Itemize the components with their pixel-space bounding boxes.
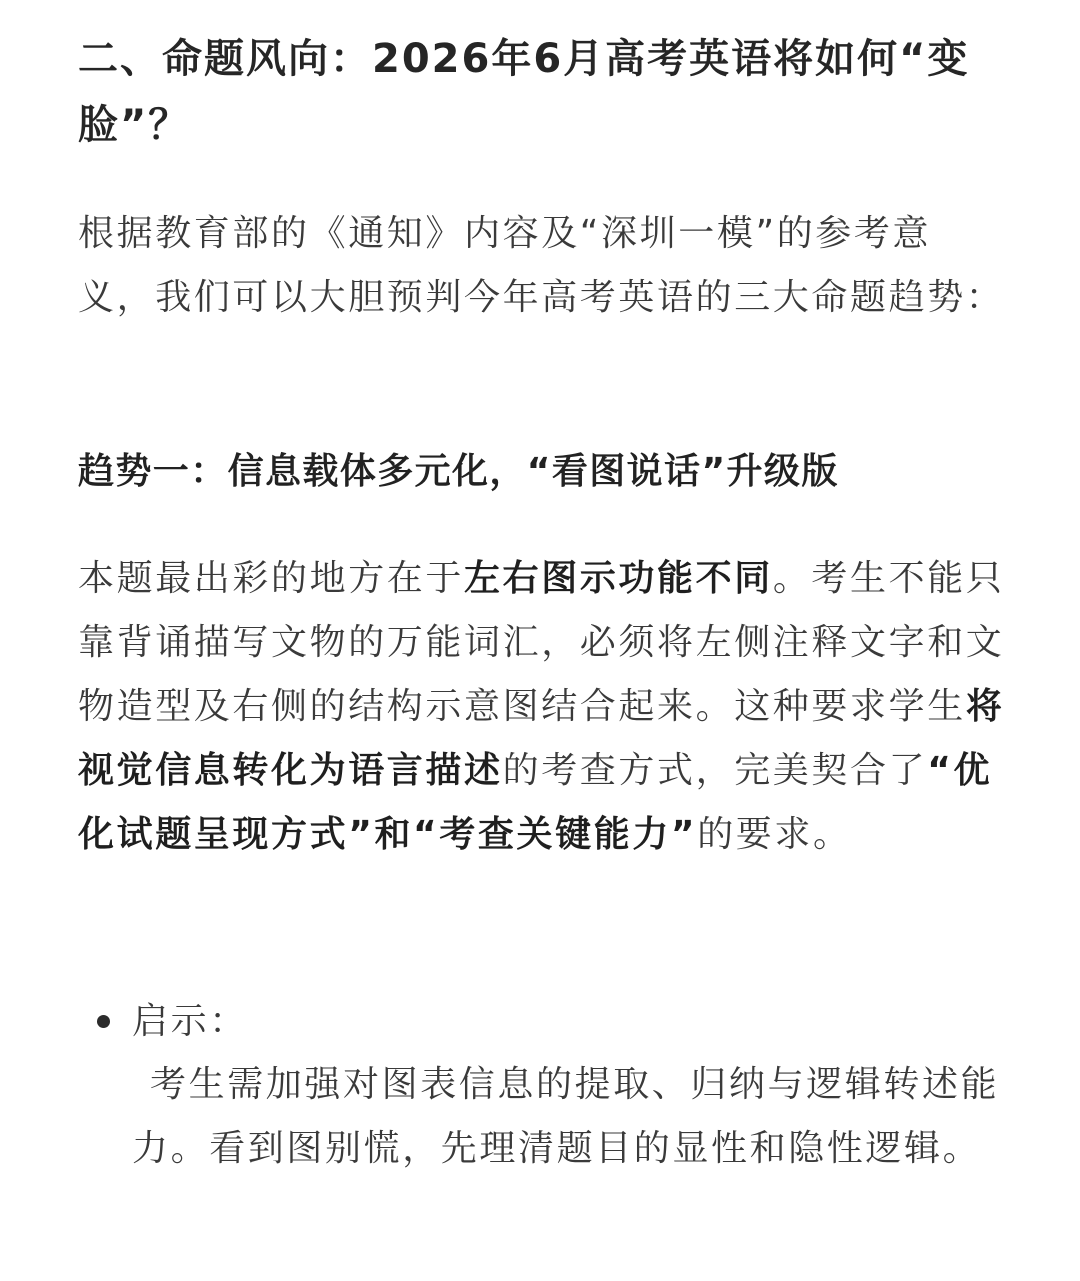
- emphasis-text: 将视觉信息转化为语言描述: [78, 686, 1005, 791]
- body-text-segment: 的要求。: [697, 814, 852, 855]
- body-text-segment: 的考查方式，完美契合了: [502, 750, 928, 791]
- bullet-dot-icon: [97, 1015, 110, 1028]
- emphasis-text: “优化试题呈现方式”和“考查关键能力”: [78, 750, 993, 855]
- section-heading: 二、命题风向：2026年6月高考英语将如何“变脸”？: [78, 36, 970, 148]
- bullet-text: 考生需加强对图表信息的提取、归纳与逻辑转述能力。看到图别慌，先理清题目的显性和隐性逻辑。: [132, 1064, 1000, 1169]
- trend-heading: 趋势一：信息载体多元化，“看图说话”升级版: [78, 451, 839, 492]
- intro-paragraph: 根据教育部的《通知》内容及“深圳一模”的参考意义，我们可以大胆预判今年高考英语的三大命题趋势：: [78, 213, 1005, 318]
- body-text-segment: 本题最出彩的地方在于: [78, 558, 465, 599]
- emphasis-text: 左右图示功能不同: [464, 558, 773, 599]
- body-text-segment: 。考生不能只靠背诵描写文物的万能词汇，必须将左侧注释文字和文物造型及右侧的结构示意图结合起来。这种要求学生: [78, 558, 1005, 727]
- trend-body-paragraph: [78, 547, 1008, 867]
- bullet-title: 启示：: [132, 1001, 248, 1042]
